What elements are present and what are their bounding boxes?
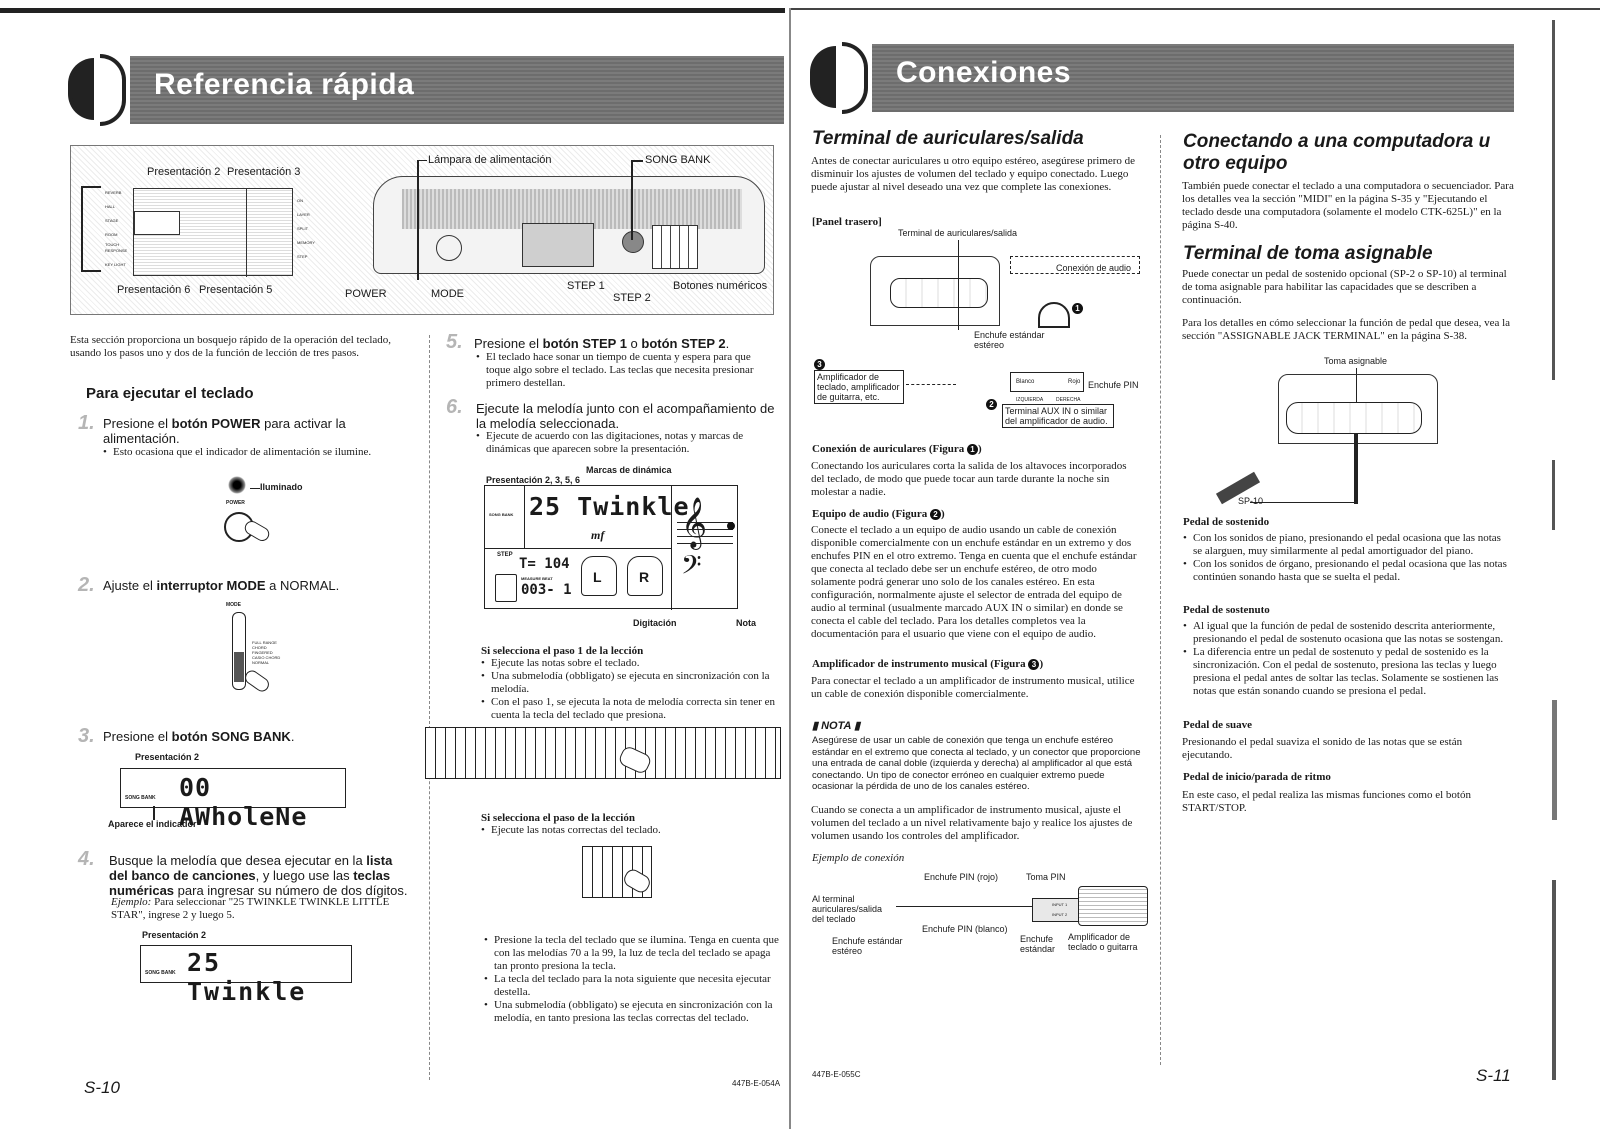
pin-label: Enchufe PIN	[1088, 380, 1139, 390]
ref-num-3: 3	[1028, 659, 1039, 670]
blanco-label: Blanco	[1016, 379, 1035, 385]
heading-auriculares: Terminal de auriculares/salida	[812, 128, 1084, 149]
lamp-label: Lámpara de alimentación	[428, 154, 552, 166]
p-toma-2: Para los detalles en cómo seleccionar la función de pedal que desea, vea la sección "ASSIGNABLE JACK TERMINAL" en la página S-38.	[1182, 317, 1511, 342]
enchufe-est2-label: Enchufe estándar	[1020, 934, 1056, 954]
power-lamp-icon	[228, 476, 246, 494]
bass-clef-icon: 𝄢	[681, 549, 702, 587]
mode-caption: MODE	[226, 602, 241, 608]
h-inicio: Pedal de inicio/parada de ritmo	[1183, 771, 1331, 783]
right-code: 447B-E-055C	[812, 1070, 861, 1079]
h-auriculares: Conexión de auriculares (Figura 1 )	[812, 443, 982, 455]
lcd-big-songbank: SONG BANK	[489, 512, 514, 517]
nota-text: Asegúrese de usar un cable de conexión que tenga un enchufe estéreo estándar en el extremo que conecta al teclado, y un conector que proporcione una entrada de canal doble (izquierda y derecha) al amplificador al que está conectando. Un tipo de conector erróneo en cualquier extremo puede ocasionar la pérdida de uno de los canales estéreo.	[812, 735, 1141, 792]
p-equipo: Conecte el teclado a un equipo de audio usando un cable de conexión disponible comercialmente con un enchufe estándar en un extremo y dos enchufes PIN en el otro extremo. Tenga en cuenta que el enchufe estándar que conecta al teclado debe ser un enchufe estéreo, de otro modo solamente podrá generar uno solo de los canales estéreo. En esta configuración, normalmente ajuste el selector de entrada del equipo de audio al terminal (usualmente marcado AUX IN o similar) en donde se conecta el cable del teclado. Para los detalles completos vea la documentación para el usuario que viene con el equipo de audio.	[811, 524, 1137, 640]
nota-caption: Nota	[736, 618, 756, 628]
auriculares-text: Antes de conectar auriculares u otro equipo estéreo, asegúrese primero de disminuir los ajustes de volumen del teclado y equipo conectado. Luego puede ajustar al nivel deseado una vez que complete las conexiones.	[811, 155, 1136, 193]
pres5-label: Presentación 5	[199, 284, 273, 296]
right-hand-icon: R	[627, 556, 663, 596]
sp10-label: SP-10	[1238, 496, 1264, 506]
pin-rojo-label: Enchufe PIN (rojo)	[924, 872, 999, 882]
h-equipo: Equipo de audio (Figura 2 )	[812, 508, 945, 520]
power-caption: POWER	[226, 500, 245, 506]
sostenido-bullets: • Con los sonidos de piano, presionando el pedal ocasiona que las notas se alarguen, muy similarmente al pedal amortiguador del piano. • Con los sonidos de órgano, presionando el pedal ocasiona que las notas continúen sonando hasta que se suelta el pedal.	[1183, 532, 1511, 584]
banner-bracket-icon	[66, 56, 130, 124]
songbank-label: SONG BANK	[645, 154, 711, 166]
amp-box: Amplificador de teclado, amplificador de guitarra, etc.	[814, 370, 904, 404]
left-hand-icon: L	[581, 556, 617, 596]
left-code: 447B-E-054A	[732, 1079, 781, 1088]
top-rule-right	[790, 8, 1600, 10]
fig-num-1: 1	[1072, 303, 1083, 314]
step1-number: 1.	[78, 412, 95, 434]
left-indicator-list	[81, 186, 129, 270]
lcd-lesson-display	[484, 485, 738, 609]
amplifier-icon	[1078, 886, 1148, 926]
display-screen	[133, 188, 293, 276]
izq-label: IZQUIERDA	[1016, 397, 1044, 403]
marcas-caption: Marcas de dinámica	[586, 465, 672, 475]
input2-label: INPUT 2	[1052, 912, 1068, 917]
right-label-1: LAYER	[297, 212, 310, 217]
mode-opt-4: NORMAL	[252, 660, 270, 665]
fig-num-3: 3	[814, 359, 825, 370]
amp-connection-example	[810, 868, 1150, 958]
nota-heading: ▮ NOTA ▮	[812, 720, 861, 732]
step6-text: Ejecute la melodía junto con el acompañamiento de la melodía seleccionada.	[476, 401, 775, 431]
input1-label: INPUT 1	[1052, 902, 1068, 907]
lcd-b-text: 25 Twinkle	[187, 948, 307, 1006]
h-suave: Pedal de suave	[1183, 719, 1253, 731]
paso1-bullets: • Ejecute las notas sobre el teclado. • Una submelodía (obbligato) se ejecuta en sincronización con la melodía. • Con el paso 1, se ejecuta la nota de melodía correcta sin tener en cuenta la tecla del teclado que presiona.	[481, 657, 779, 722]
step4-example: Ejemplo: Para seleccionar "25 TWINKLE TWINKLE LITTLE STAR", ingrese 2 y luego 5.	[111, 896, 390, 921]
pin-blanco-label: Enchufe PIN (blanco)	[922, 924, 1008, 934]
keyboard-top-view	[373, 176, 765, 274]
al-terminal-label: Al terminal auriculares/salida del teclado	[812, 894, 883, 924]
rear-panel-jacks	[890, 278, 988, 308]
metronome-icon	[495, 574, 517, 602]
left-label-0: REVERB	[105, 190, 122, 195]
song-bank-indicator: SONG BANK	[125, 795, 156, 801]
enchufe-est-label: Enchufe estándar estéreo	[832, 936, 903, 956]
right-indicator-list	[297, 198, 327, 268]
section-title: Para ejecutar el teclado	[86, 385, 254, 402]
p-auriculares: Conectando los auriculares corta la salida de los altavoces incorporados del teclado, de modo que puede tocar aun tarde durante la noche sin molestar a nadie.	[811, 460, 1127, 498]
toma-label: Toma asignable	[1324, 356, 1388, 366]
mode-opt-0: FULL RANGE	[252, 640, 277, 645]
pres2-label: Presentación 2	[147, 166, 221, 178]
pres6-label: Presentación 6	[117, 284, 191, 296]
right-banner-title: Conexiones	[896, 56, 1072, 89]
step3-text: Presione el botón SONG BANK.	[103, 729, 295, 744]
h-amplificador: Amplificador de instrumento musical (Figura 3 )	[812, 658, 1044, 670]
measure-beat: MEASURE BEAT	[521, 576, 553, 581]
step5-number: 5.	[446, 331, 463, 353]
iluminado-label: Iluminado	[260, 482, 303, 492]
keyboard-illustration	[425, 727, 781, 779]
p-amplificador-2: Cuando se conecta a un amplificador de instrumento musical, ajuste el volumen del teclado a un nivel relativamente bajo y realice los ajustes de volumen usando los controles del amplificador.	[811, 804, 1133, 842]
final-bullets: • Presione la tecla del teclado que se ilumina. Tenga en cuenta que con las melodías 70 a la 99, la luz de tecla del teclado se apaga tan pronto presiona la tecla. • La tecla del teclado para la nota siguiente que necesita ejecutar destella. • Una submelodía (obbligato) se ejecuta en sincronización con la melodía, en tanto presiona las teclas correctas del teclado.	[484, 934, 782, 1025]
step2-text: Ajuste el interruptor MODE a NORMAL.	[103, 578, 340, 593]
conexion-label: Conexión de audio	[1056, 263, 1132, 273]
scan-edge-mark	[1552, 700, 1557, 820]
right-label-0: ON	[297, 198, 303, 203]
mode-opt-3: CASIO CHORD	[252, 655, 281, 660]
left-label-5: KEY LIGHT	[105, 262, 126, 267]
pres3-label: Presentación 3	[227, 166, 301, 178]
ref-num-2: 2	[930, 509, 941, 520]
step4-number: 4.	[78, 848, 95, 870]
h-sostenuto: Pedal de sostenuto	[1183, 604, 1270, 616]
mode-opt-2: FINGERED	[252, 650, 273, 655]
power-label: POWER	[345, 288, 387, 300]
mode-label: MODE	[431, 288, 464, 300]
left-page-number: S-10	[84, 1078, 120, 1097]
top-rule-left	[0, 8, 785, 13]
step6-bullets: • Ejecute de acuerdo con las digitaciones, notas y marcas de dinámicas que aparecen sobre la presentación.	[476, 430, 776, 456]
lcd-big-text: 25 Twinkle	[529, 492, 690, 521]
paso-bullets: • Ejecute las notas correctas del teclado.	[481, 824, 779, 837]
step5-bullets: • El teclado hace sonar un tiempo de cuenta y espera para que toque algo sobre el teclado. Las teclas que necesita presionar primero destellan.	[476, 351, 776, 390]
pres2-caption-a: Presentación 2	[135, 752, 200, 762]
step-word: STEP	[497, 552, 513, 558]
toma-pin-label: Toma PIN	[1026, 872, 1066, 882]
p-inicio: En este caso, el pedal realiza las mismas funciones como el botón START/STOP.	[1182, 789, 1471, 814]
ejemplo-heading: Ejemplo de conexión	[812, 852, 905, 864]
p-toma-1: Puede conectar un pedal de sostenido opcional (SP-2 o SP-10) al terminal de toma asignable para habilitar las capacidades que se describen a continuación.	[1182, 268, 1507, 306]
tempo-value: T= 104	[519, 556, 570, 572]
left-banner-title: Referencia rápida	[154, 68, 415, 101]
headphone-connection-diagram	[810, 226, 1150, 426]
page-gutter	[789, 8, 791, 1129]
enchufe-estandar-label: Enchufe estándar estéreo	[974, 330, 1045, 350]
right-page-number: S-11	[1476, 1066, 1511, 1085]
p-computadora: También puede conectar el teclado a una computadora o secuenciador. Para los detalles vea la sección "MIDI" en la página S-35 y "Ejecutando el teclado desde una computadora (solamente el modelo CTK-625L)" en la página S-40.	[1182, 180, 1514, 231]
song-bank-indicator-b: SONG BANK	[145, 970, 176, 976]
der-label: DERECHA	[1056, 397, 1081, 403]
keyboard-panel-diagram	[70, 145, 774, 315]
scan-edge-mark	[1552, 20, 1555, 380]
panel-trasero: [Panel trasero]	[812, 216, 882, 228]
power-button-figure	[222, 470, 332, 550]
step1-label: STEP 1	[567, 280, 605, 292]
left-label-1: HALL	[105, 204, 116, 209]
dynamic-mark: mf	[591, 528, 605, 542]
lcd-a-text: 00 AWholeNe	[179, 773, 308, 831]
step6-number: 6.	[446, 396, 463, 418]
indicador-caption: Aparece el indicador	[108, 819, 197, 829]
step1-bullets: • Esto ocasiona que el indicador de alimentación se ilumine.	[103, 446, 403, 459]
fig-num-2: 2	[986, 399, 997, 410]
p-suave: Presionando el pedal suaviza el sonido de las notas que se están ejecutando.	[1182, 736, 1463, 761]
step5-text: Presione el botón STEP 1 o botón STEP 2.	[474, 336, 730, 351]
right-label-3: MEMORY	[297, 240, 315, 245]
right-banner	[808, 44, 1514, 112]
terminal-label: Terminal de auriculares/salida	[898, 228, 1018, 238]
step1-text: Presione el botón POWER para activar la alimentación.	[103, 416, 346, 446]
sostenuto-bullets: • Al igual que la función de pedal de sostenido descrita anteriormente, presionando el pedal de sostenuto ocasiona que las notas se sostengan. • La diferencia entre un pedal de sostenuto y pedal de sostenido es la sincronización. Con el pedal de sostenuto, presiona las teclas y luego presiona el pedal antes de soltar las teclas. Solamente se sostienen las notas que están sonando cuando se presiona el pedal.	[1183, 620, 1511, 698]
step2-number: 2.	[78, 574, 95, 596]
paso-title: Si selecciona el paso de la lección	[481, 812, 635, 824]
step3-number: 3.	[78, 725, 95, 747]
right-column-divider	[1160, 135, 1161, 1065]
left-label-3: ROOM	[105, 232, 118, 237]
note-marker	[727, 522, 735, 530]
heading-computadora: Conectando a una computadora u otro equipo	[1183, 131, 1491, 174]
left-label-2: STAGE	[105, 218, 119, 223]
right-label-2: SPLIT	[297, 226, 309, 231]
rojo-label: Rojo	[1068, 379, 1081, 385]
amp-label: Amplificador de teclado o guitarra	[1068, 932, 1138, 952]
heading-toma: Terminal de toma asignable	[1183, 243, 1433, 264]
measure-value: 003- 1	[521, 582, 572, 598]
left-banner	[66, 56, 784, 124]
step2-label: STEP 2	[613, 292, 651, 304]
digitacion-caption: Digitación	[633, 618, 677, 628]
treble-clef-icon: 𝄞	[681, 497, 708, 548]
headphones-icon	[1038, 302, 1070, 328]
scan-edge-mark	[1552, 880, 1556, 1080]
p-amplificador: Para conectar el teclado a un amplificador de instrumento musical, utilice un cable de conexión disponible comercialmente.	[811, 675, 1135, 700]
h-sostenido: Pedal de sostenido	[1183, 516, 1270, 528]
right-label-4: STEP	[297, 254, 308, 259]
rear-jack-panel	[1286, 402, 1422, 434]
mode-switch-figure	[224, 602, 324, 702]
left-label-4: TOUCH RESPONSE	[105, 242, 128, 253]
scan-edge-mark	[1552, 460, 1555, 530]
intro-text: Esta sección proporciona un bosquejo rápido de la operación del teclado, usando los pasos uno y dos de la función de lección de tres pasos.	[70, 334, 392, 359]
numbuttons-label: Botones numéricos	[673, 280, 768, 292]
mode-opt-1: CHORD	[252, 645, 267, 650]
step4-text: Busque la melodía que desea ejecutar en la lista del banco de canciones, y luego use las teclas numéricas para ingresar su número de dos dígitos.	[109, 853, 408, 898]
paso1-title: Si selecciona el paso 1 de la lección	[481, 645, 644, 657]
aux-box: Terminal AUX IN o similar del amplificador de audio.	[1002, 404, 1114, 428]
pres2-caption-b: Presentación 2	[142, 930, 207, 940]
lcd-display-b	[140, 945, 352, 1006]
ref-num-1: 1	[967, 444, 978, 455]
banner-bracket-icon	[808, 44, 872, 112]
pedal-connection-diagram	[1210, 352, 1450, 512]
column-divider	[429, 335, 430, 1080]
pres-multi-caption: Presentación 2, 3, 5, 6	[486, 475, 581, 485]
